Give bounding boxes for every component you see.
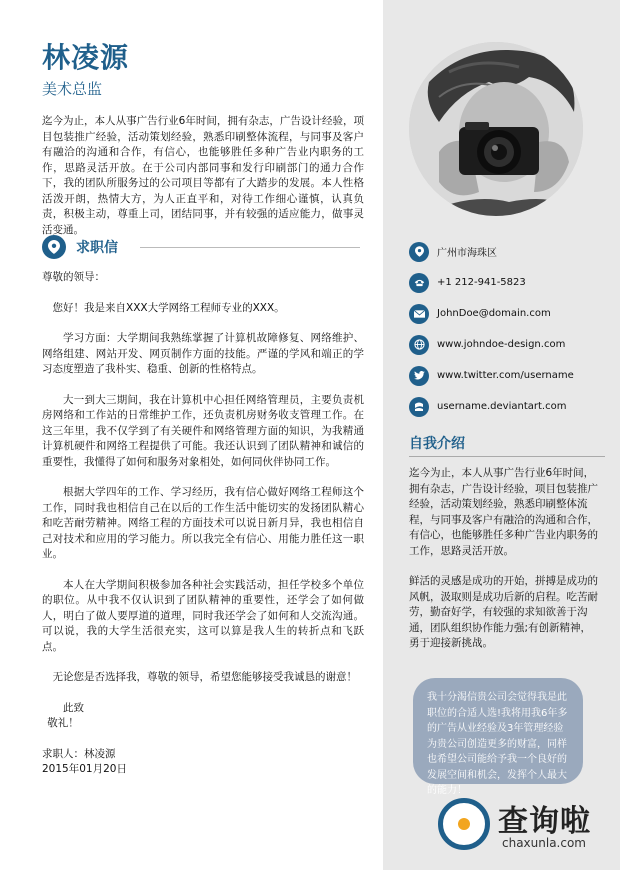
- contact-twitter-text: www.twitter.com/username: [437, 370, 574, 381]
- phone-icon: [409, 273, 429, 293]
- quote-box: 我十分渴信贵公司会觉得我是此职位的合适人选!我将用我6年多的广告从业经验及3年管理经验为贵公司创造更多的财富，同样也希望公司能给予我一个良好的发展空间和机会，发挥个人最大的能力！: [413, 678, 583, 784]
- letter-paragraph: 根据大学四年的工作、学习经历，我有信心做好网络工程师这个工作，同时我也相信自己在以后的工作生活中能切实的发扬团队精心和吃苦耐劳精神。网络工程的方面技术可以说日新月异，我也相信自己对技术和应用的学习能力。所以我完全有信心、用能力胜任这一职业。: [42, 486, 364, 560]
- watermark-url: chaxunla.com: [502, 836, 586, 850]
- profile-photo: [409, 42, 583, 216]
- deviantart-icon: [409, 397, 429, 417]
- search-logo-icon: [438, 798, 490, 850]
- right-sidebar: [383, 0, 620, 870]
- contact-email-text: JohnDoe@domain.com: [437, 308, 551, 319]
- contact-website-text: www.johndoe-design.com: [437, 339, 566, 350]
- letter-closing-1: 此致: [63, 701, 84, 714]
- contact-list: [409, 236, 609, 422]
- letter-opening: 您好！我是来自XXX大学网络工程师专业的XXX。: [52, 301, 285, 314]
- letter-closing-2: 敬礼！: [47, 717, 79, 729]
- cover-letter-title: 求职信: [76, 240, 118, 256]
- letter-greeting: 尊敬的领导：: [42, 271, 105, 283]
- letter-thanks: 无论您是否选择我，尊敬的领导，希望您能够接受我诚恳的谢意！: [52, 671, 357, 683]
- about-divider: [409, 456, 605, 457]
- contact-deviantart-text: username.deviantart.com: [437, 401, 567, 412]
- letter-paragraph: 本人在大学期间积极参加各种社会实践活动，担任学校多个单位的职位。从中我不仅认识到了团队精神的重要性，还学会了如何做人，明白了做人要厚道的道理，同时我还学会了如何和人交流沟通。可以说，我的大学生活很充实，这可以算是我人生的转折点和飞跃点。: [42, 578, 364, 653]
- letter-date: 2015年01月20日: [42, 763, 127, 775]
- contact-phone-text: +1 212-941-5823: [437, 277, 526, 288]
- contact-deviantart[interactable]: [409, 391, 609, 422]
- contact-phone: [409, 267, 609, 298]
- letter-paragraph: 学习方面：大学期间我熟练掌握了计算机故障修复、网络维护、网络组建、网站开发、网页制作方面的技能。严谨的学风和端正的学习态度塑造了我朴实、稳重、创新的性格特点。: [42, 332, 364, 375]
- about-body: [409, 466, 599, 652]
- contact-address-text: 广州市海珠区: [437, 248, 497, 259]
- cover-letter-header: [42, 234, 360, 260]
- intro-paragraph: 迄今为止，本人从事广告行业6年时间，拥有杂志，广告设计经验，项目包装推广经验，活动策划经验，熟悉印刷整体流程，与同事及客户有融洽的沟通和合作，有信心，也能够胜任多种广告业内职务的工作，思路灵活开放。在于公司内部同事和发行印刷部门的通力合作下，我的团队所服务过的公司项目等都有了大踏步的发展。本人性格活泼开朗，热情大方，为人正直平和，对待工作细心谨慎，认真负责，积极主动，尊重上司，团结同事，并有较强的适应能力，做事灵活变通。: [42, 115, 364, 236]
- candidate-name: 林凌源: [42, 41, 130, 74]
- letter-paragraph: 大一到大三期间，我在计算机中心担任网络管理员，主要负责机房网络和工作站的日常维护工作，还负责机房财务收支管理工作。在这三年里，我不仅学到了有关硬件和网络管理方面的知识，为我精通计算机硬件和网络工程提供了可能。我还认识到了团队精神和诚信的重要性，我懂得了如何和服务对象相处，如何同伙伴协同工作。: [42, 393, 364, 468]
- about-paragraph: 迄今为止，本人从事广告行业6年时间，拥有杂志，广告设计经验，项目包装推广经验，活动策划经验，熟悉印刷整体流程，与同事及客户有融洽的沟通和合作，有信心，也能够胜任多种广告业内职务的工作，思路灵活开放。: [409, 467, 598, 557]
- about-paragraph: 鲜活的灵感是成功的开始，拼搏是成功的风帆，汲取则是成功后新的启程。吃苦耐劳，勤奋好学，有较强的求知欲善于沟通，团队组织协作能力强;有创新精神，勇于迎接新挑战。: [409, 575, 598, 649]
- about-title: 自我介绍: [409, 436, 465, 452]
- globe-icon: [409, 335, 429, 355]
- location-pin-icon: [409, 242, 429, 262]
- contact-website[interactable]: [409, 329, 609, 360]
- letter-signature: 求职人：林凌源: [42, 747, 116, 760]
- contact-twitter[interactable]: [409, 360, 609, 391]
- contact-address: [409, 236, 609, 267]
- section-divider: [140, 247, 360, 248]
- watermark-text: 查询啦: [498, 804, 591, 839]
- twitter-icon: [409, 366, 429, 386]
- candidate-role: 美术总监: [42, 80, 103, 98]
- cover-letter-body: [42, 270, 364, 778]
- contact-email[interactable]: [409, 298, 609, 329]
- email-icon: [409, 304, 429, 324]
- location-pin-icon: [42, 235, 66, 259]
- watermark: [438, 790, 608, 862]
